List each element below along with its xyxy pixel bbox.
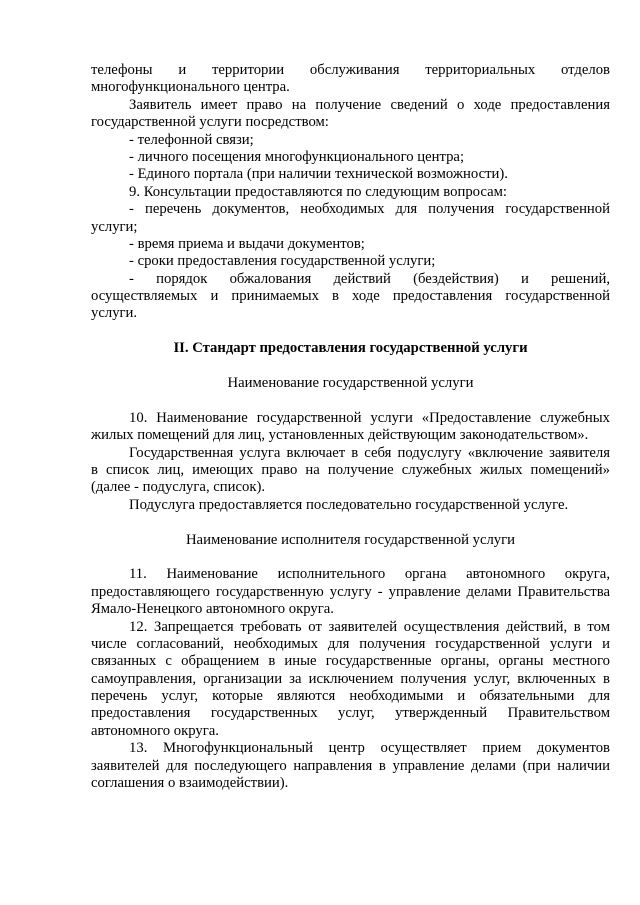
paragraph-info-right: [91, 97, 610, 132]
list-item: - личного посещения многофункционального центра;: [129, 148, 465, 165]
subsection-title-service-name: Наименование государственной услуги: [227, 375, 474, 392]
list-consult-topics: [91, 201, 610, 323]
list-info-means: [91, 132, 610, 184]
document-page: [91, 62, 610, 792]
subsection-title-executor: Наименование исполнителя государственной услуги: [185, 531, 516, 548]
text-line: числе согласований, необходимых для получения государственной услуги и: [91, 635, 610, 652]
text-line: услуги;: [91, 218, 138, 235]
list-item-schedule: - время приема и выдачи документов;: [129, 235, 365, 252]
text-line: Ямало-Ненецкого автономного округа.: [91, 601, 334, 618]
paragraph-contacts-tail: [91, 62, 610, 97]
text-line: государственной услуги посредством:: [91, 114, 329, 131]
text-line: связанных с обращением в иные государственные органы, органы местного: [91, 653, 610, 670]
text-line: многофункционального центра.: [91, 79, 290, 96]
list-item-terms: - сроки предоставления государственной услуги;: [129, 253, 436, 270]
text-line: предоставления государственных услуг, утвержденный Правительством: [91, 705, 610, 722]
text-line: (далее - подуслуга, список).: [91, 479, 266, 496]
paragraph-item-9: 9. Консультации предоставляются по следующим вопросам:: [129, 183, 507, 200]
paragraph-sequence: Подуслуга предоставляется последовательно государственной услуге.: [129, 496, 569, 513]
list-item-appeal: [91, 271, 610, 323]
text-line: предоставляющего государственную услугу - управление делами Правительства: [91, 583, 610, 600]
paragraph-item-10: [91, 410, 610, 445]
text-line: заявителей для последующего направления в управление делами (при наличии: [91, 757, 610, 774]
paragraph-item-11: [91, 566, 610, 618]
spacer: [91, 358, 610, 375]
paragraph-item-12: [91, 619, 610, 741]
text-line: 10. Наименование государственной услуги «Предоставление служебных: [129, 409, 610, 426]
text-line: - порядок обжалования действий (бездействия) и решений,: [129, 270, 610, 287]
text-line: соглашения о взаимодействии).: [91, 775, 289, 792]
section-heading: II. Стандарт предоставления государственной услуги: [173, 340, 528, 357]
text-line: Заявитель имеет право на получение сведений о ходе предоставления: [129, 96, 610, 113]
text-line: жилых помещений для лиц, установленных действующим законодательством».: [91, 427, 589, 444]
spacer: [91, 323, 610, 340]
spacer: [91, 392, 610, 409]
paragraph-item-13: [91, 740, 610, 792]
list-item: - Единого портала (при наличии технической возможности).: [129, 166, 508, 183]
text-line: осуществляемых и принимаемых в ходе предоставления государственной: [91, 288, 610, 305]
text-line: в список лиц, имеющих право на получение служебных жилых помещений»: [91, 461, 610, 478]
text-line: автономного округа.: [91, 722, 219, 739]
list-item: - телефонной связи;: [129, 131, 254, 148]
spacer: [91, 514, 610, 531]
text-line: самоуправления, организации за исключением получения услуг, включенных в: [91, 670, 610, 687]
spacer: [91, 549, 610, 566]
paragraph-includes: [91, 445, 610, 497]
text-line: 11. Наименование исполнительного органа автономного округа,: [129, 566, 610, 583]
text-line: 12. Запрещается требовать от заявителей осуществления действий, в том: [129, 618, 610, 635]
text-line: - перечень документов, необходимых для получения государственной: [129, 201, 610, 218]
text-line: Государственная услуга включает в себя подуслугу «включение заявителя: [129, 444, 610, 461]
text-line: услуги.: [91, 305, 138, 322]
text-line: телефоны и территории обслуживания территориальных отделов: [91, 62, 610, 78]
text-line: перечень услуг, которые являются необходимыми и обязательными для: [91, 688, 610, 705]
list-item-documents: [91, 201, 610, 236]
text-line: 13. Многофункциональный центр осуществляет прием документов: [129, 740, 610, 757]
